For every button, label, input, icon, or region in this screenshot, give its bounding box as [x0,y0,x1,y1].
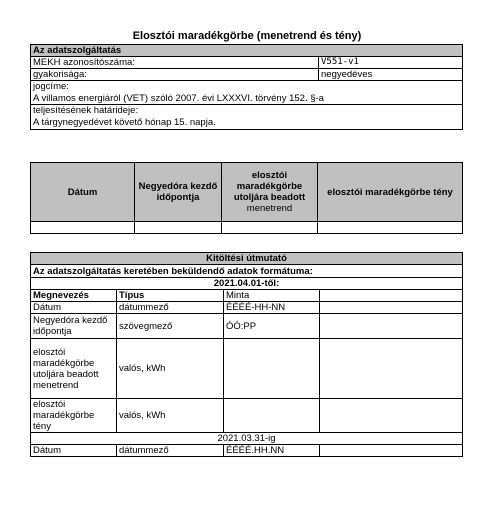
deadline-label: teljesítésének határideje: [31,105,463,117]
col-header-start-time: Negyedóra kezdő időpontja [135,163,222,222]
col-header-curve-sub: menetrend [246,203,293,214]
col-header-curve-submitted [222,163,318,222]
guide-col-name: Megnevezés [31,290,117,302]
guide-row-type: valós, kWh [117,339,224,399]
data-table [30,162,463,234]
guide-subtitle: Az adatszolgáltatás keretében beküldendő adatok formátuma: [31,265,463,278]
guide-col-sample: Minta [224,290,320,302]
guide-row-sample: ÉÉÉÉ-HH-NN [224,302,320,314]
guide-old-row-name: Dátum [31,445,117,457]
guide-table [30,252,463,457]
col-header-date: Dátum [31,163,135,222]
col-header-curve-text: elosztói maradékgörbe utoljára beadott [233,170,306,203]
guide-old-row-sample: ÉÉÉÉ.HH.NN [224,445,320,457]
guide-from-date: 2021.04.01-től: [31,278,463,290]
legal-basis-label: jogcíme: [31,81,463,93]
guide-old-row-type: dátummező [117,445,224,457]
guide-row-name-sub: menetrend [33,379,79,391]
guide-row-name: elosztói maradékgörbe tény [31,399,117,433]
data-cell-start-time[interactable] [135,222,222,234]
table-row [31,445,463,457]
guide-until-date: 2021.03.31-ig [31,433,463,445]
guide-row-name-text: elosztói maradékgörbe utoljára beadott [33,346,99,380]
guide-col-type: Típus [117,290,224,302]
table-row [31,339,463,399]
deadline-value: A tárgynegyedévet követő hónap 15. napja. [31,117,463,130]
guide-row-sample [224,339,320,399]
legal-basis-value: A villamos energiáról (VET) szóló 2007. évi LXXXVI. törvény 152. §-a [31,93,463,105]
data-cell-date[interactable] [31,222,135,234]
page-title: Elosztói maradékgörbe (menetrend és tény) [132,30,362,42]
guide-title: Kitöltési útmutató [31,253,463,265]
mekh-value: V551-v1 [319,57,463,69]
guide-row-sample: ÓÓ:PP [224,314,320,339]
info-header: Az adatszolgáltatás [31,45,463,57]
guide-row-name: Dátum [31,302,117,314]
guide-row-type: szövegmező [117,314,224,339]
col-header-curve-fact: elosztói maradékgörbe tény [318,163,463,222]
frequency-value: negyedéves [319,69,463,81]
data-cell-curve-fact[interactable] [318,222,463,234]
guide-row-type: valós, kWh [117,399,224,433]
guide-row-name: Negyedóra kezdő időpontja [31,314,117,339]
table-row [31,314,463,339]
guide-row-type: dátummező [117,302,224,314]
table-row [31,302,463,314]
guide-row-name [31,339,117,399]
guide-row-sample [224,399,320,433]
data-cell-curve-submitted[interactable] [222,222,318,234]
table-row [31,399,463,433]
mekh-label: MEKH azonosítószáma: [31,57,319,69]
frequency-label: gyakorisága: [31,69,319,81]
info-table [30,44,463,130]
